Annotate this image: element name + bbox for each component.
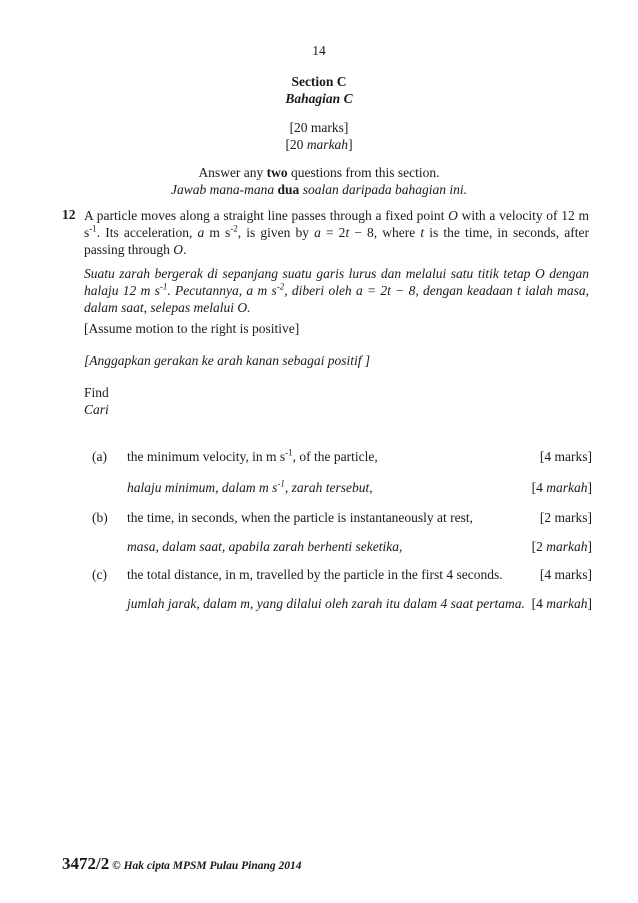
section-marks: [20 marks] (289, 120, 349, 135)
section-marks-malay: [20 markah] (285, 137, 353, 152)
part-b-marks-malay: [2 markah] (531, 539, 592, 554)
part-c-malay: jumlah jarak, dalam m, yang dilalui oleh zarah itu dalam 4 saat pertama. (127, 596, 525, 611)
part-b-malay: masa, dalam saat, apabila zarah berhenti seketika, (127, 539, 403, 554)
footer (62, 854, 302, 874)
question-stem-malay: Suatu zarah bergerak di sepanjang suatu garis lurus dan melalui satu titik tetap O dengan halaju 12 m $s^{-1}$. Pecutannya, a m $s^{-2}$, diberi oleh a = 2t − 8, dengan keadaan t ialah masa, dalam saat, selepas melalui O. (84, 266, 589, 315)
part-c-marks: [4 marks] (539, 567, 592, 582)
find-malay: Cari (84, 402, 109, 417)
part-a-marks-malay: [4 markah] (531, 480, 592, 495)
assumption-malay: [Anggapkan gerakan ke arah kanan sebagai positif ] (84, 353, 371, 368)
part-b-label: (b) (92, 510, 108, 525)
copyright-notice: © Hak cipta MPSM Pulau Pinang 2014 (109, 860, 302, 872)
part-b-english: the time, in seconds, when the particle is instantaneously at rest, (127, 510, 474, 525)
part-a-malay: halaju minimum, dalam m $s^{-1}$, zarah tersebut, (127, 478, 373, 495)
section-title-malay: Bahagian C (285, 91, 353, 106)
find-english: Find (84, 385, 109, 400)
question-stem-english: A particle moves along a straight line passes through a fixed point O with a velocity of 12 m $s^{-1}$. Its acceleration, a m $s^{-2}$, is given by a = 2t − 8, where t is the time, in seconds, after passing through O. (84, 208, 589, 257)
paper-code: 3472/2 (62, 854, 110, 873)
part-c-marks-malay: [4 markah] (531, 596, 592, 611)
page-number: 14 (312, 43, 326, 58)
instruction-malay: Jawab mana-mana dua soalan daripada bahagian ini. (171, 182, 467, 197)
instruction-english: Answer any two questions from this section. (198, 165, 440, 180)
part-c-english: the total distance, in m, travelled by the particle in the first 4 seconds. (127, 567, 503, 582)
question-number: 12 (62, 207, 76, 222)
part-a-english: the minimum velocity, in m $s^{-1}$, of the particle, (127, 447, 378, 464)
part-a-label: (a) (92, 449, 107, 464)
part-a-marks: [4 marks] (539, 449, 592, 464)
part-b-marks: [2 marks] (539, 510, 592, 525)
part-c-label: (c) (92, 567, 107, 582)
assumption-english: [Assume motion to the right is positive] (84, 321, 300, 336)
section-title: Section C (291, 74, 347, 89)
